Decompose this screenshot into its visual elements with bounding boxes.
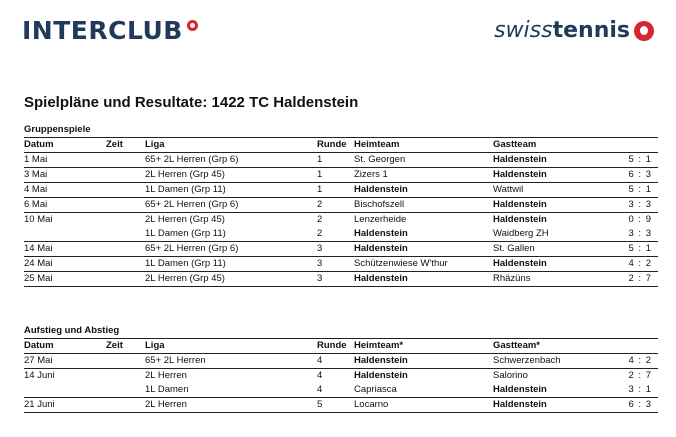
cell-resultat: 5 : 1 — [628, 184, 652, 195]
header-zeit: Zeit — [106, 340, 123, 351]
cell-datum: 1 Mai — [24, 154, 48, 165]
cell-gastteam: Haldenstein — [493, 384, 547, 395]
cell-heimteam: St. Georgen — [354, 154, 406, 165]
cell-gastteam: Haldenstein — [493, 169, 547, 180]
match-line — [24, 198, 658, 212]
cell-liga: 1L Damen — [145, 384, 189, 395]
table-row — [24, 152, 658, 167]
cell-resultat: 6 : 3 — [628, 399, 652, 410]
cell-gastteam: St. Gallen — [493, 243, 535, 254]
section-title: Gruppenspiele — [24, 124, 91, 135]
cell-heimteam: Haldenstein — [354, 273, 408, 284]
cell-gastteam: Haldenstein — [493, 258, 547, 269]
header-heimteam: Heimteam — [354, 139, 400, 150]
cell-liga: 1L Damen (Grp 11) — [145, 258, 226, 269]
cell-gastteam: Rhäzüns — [493, 273, 531, 284]
cell-datum: 21 Juni — [24, 399, 55, 410]
cell-resultat: 0 : 9 — [628, 214, 652, 225]
cell-liga: 2L Herren — [145, 370, 187, 381]
cell-liga: 65+ 2L Herren (Grp 6) — [145, 154, 239, 165]
cell-runde: 5 — [317, 399, 323, 410]
match-line — [24, 354, 658, 368]
cell-resultat: 6 : 3 — [628, 169, 652, 180]
cell-gastteam: Salorino — [493, 370, 528, 381]
table-row — [24, 241, 658, 256]
promotion-section — [24, 324, 658, 413]
cell-runde: 1 — [317, 154, 323, 165]
cell-liga: 2L Herren — [145, 399, 187, 410]
cell-runde: 2 — [317, 214, 323, 225]
cell-datum: 4 Mai — [24, 184, 48, 195]
cell-datum: 14 Mai — [24, 243, 53, 254]
cell-runde: 1 — [317, 184, 323, 195]
cell-heimteam: Schützenwiese W'thur — [354, 258, 448, 269]
cell-liga: 2L Herren (Grp 45) — [145, 273, 225, 284]
cell-runde: 4 — [317, 355, 323, 366]
cell-heimteam: Haldenstein — [354, 243, 408, 254]
cell-heimteam: Haldenstein — [354, 184, 408, 195]
match-line — [24, 398, 658, 412]
match-line — [24, 213, 658, 227]
cell-gastteam: Wattwil — [493, 184, 524, 195]
table-row — [24, 197, 658, 212]
cell-heimteam: Lenzerheide — [354, 214, 407, 225]
match-line — [24, 183, 658, 197]
table-row — [24, 256, 658, 271]
cell-heimteam: Haldenstein — [354, 355, 408, 366]
cell-liga: 1L Damen (Grp 11) — [145, 228, 226, 239]
cell-heimteam: Capriasca — [354, 384, 397, 395]
match-line — [24, 168, 658, 182]
cell-runde: 4 — [317, 370, 323, 381]
table-row — [24, 182, 658, 197]
header-datum: Datum — [24, 139, 54, 150]
cell-resultat: 4 : 2 — [628, 355, 652, 366]
table-header — [24, 137, 658, 152]
cell-runde: 3 — [317, 258, 323, 269]
header-liga: Liga — [145, 139, 165, 150]
header-gastteam: Gastteam* — [493, 340, 540, 351]
header-runde: Runde — [317, 139, 347, 150]
swisstennis-logo-light: swiss — [494, 18, 553, 43]
cell-resultat: 5 : 1 — [628, 243, 652, 254]
header-liga: Liga — [145, 340, 165, 351]
cell-datum: 24 Mai — [24, 258, 53, 269]
cell-resultat: 4 : 2 — [628, 258, 652, 269]
cell-resultat: 2 : 7 — [628, 370, 652, 381]
header-runde: Runde — [317, 340, 347, 351]
cell-datum: 10 Mai — [24, 214, 53, 225]
cell-gastteam: Haldenstein — [493, 214, 547, 225]
match-line — [24, 242, 658, 256]
cell-liga: 2L Herren (Grp 45) — [145, 214, 225, 225]
cell-datum: 6 Mai — [24, 199, 48, 210]
table-header — [24, 338, 658, 353]
match-line — [24, 257, 658, 271]
page-title: Spielpläne und Resultate: 1422 TC Haldenstein — [24, 94, 359, 111]
match-line — [24, 272, 658, 286]
cell-runde: 4 — [317, 384, 323, 395]
match-line — [24, 153, 658, 167]
cell-runde: 3 — [317, 243, 323, 254]
cell-resultat: 5 : 1 — [628, 154, 652, 165]
cell-liga: 65+ 2L Herren (Grp 6) — [145, 243, 239, 254]
tennis-ball-icon — [634, 21, 654, 41]
cell-liga: 65+ 2L Herren — [145, 355, 206, 366]
group-matches-section — [24, 123, 658, 287]
cell-gastteam: Waidberg ZH — [493, 228, 549, 239]
interclub-ball-icon — [187, 20, 198, 31]
cell-gastteam: Schwerzenbach — [493, 355, 561, 366]
section-title: Aufstieg und Abstieg — [24, 325, 120, 336]
table-row — [24, 397, 658, 413]
table-row — [24, 167, 658, 182]
cell-liga: 2L Herren (Grp 45) — [145, 169, 225, 180]
cell-liga: 1L Damen (Grp 11) — [145, 184, 226, 195]
cell-runde: 2 — [317, 199, 323, 210]
header-zeit: Zeit — [106, 139, 123, 150]
cell-gastteam: Haldenstein — [493, 154, 547, 165]
interclub-logo-text: INTERCLUB — [22, 16, 183, 45]
cell-datum: 25 Mai — [24, 273, 53, 284]
cell-datum: 3 Mai — [24, 169, 48, 180]
table-row — [24, 353, 658, 368]
cell-heimteam: Bischofszell — [354, 199, 405, 210]
match-line — [24, 369, 658, 383]
cell-heimteam: Locarno — [354, 399, 389, 410]
table-row — [24, 271, 658, 287]
cell-runde: 2 — [317, 228, 323, 239]
cell-heimteam: Haldenstein — [354, 370, 408, 381]
cell-resultat: 2 : 7 — [628, 273, 652, 284]
cell-resultat: 3 : 3 — [628, 199, 652, 210]
cell-gastteam: Haldenstein — [493, 199, 547, 210]
interclub-logo — [22, 16, 198, 45]
header-heimteam: Heimteam* — [354, 340, 404, 351]
match-line — [24, 227, 658, 241]
cell-heimteam: Zizers 1 — [354, 169, 388, 180]
header-datum: Datum — [24, 340, 54, 351]
swisstennis-logo-bold: tennis — [552, 18, 630, 43]
cell-heimteam: Haldenstein — [354, 228, 408, 239]
cell-resultat: 3 : 1 — [628, 384, 652, 395]
cell-runde: 1 — [317, 169, 323, 180]
table-row — [24, 212, 658, 241]
header-gastteam: Gastteam — [493, 139, 537, 150]
cell-liga: 65+ 2L Herren (Grp 6) — [145, 199, 239, 210]
cell-gastteam: Haldenstein — [493, 399, 547, 410]
cell-runde: 3 — [317, 273, 323, 284]
cell-datum: 14 Juni — [24, 370, 55, 381]
table-row — [24, 368, 658, 397]
cell-resultat: 3 : 3 — [628, 228, 652, 239]
swisstennis-logo — [494, 18, 654, 43]
cell-datum: 27 Mai — [24, 355, 53, 366]
match-line — [24, 383, 658, 397]
